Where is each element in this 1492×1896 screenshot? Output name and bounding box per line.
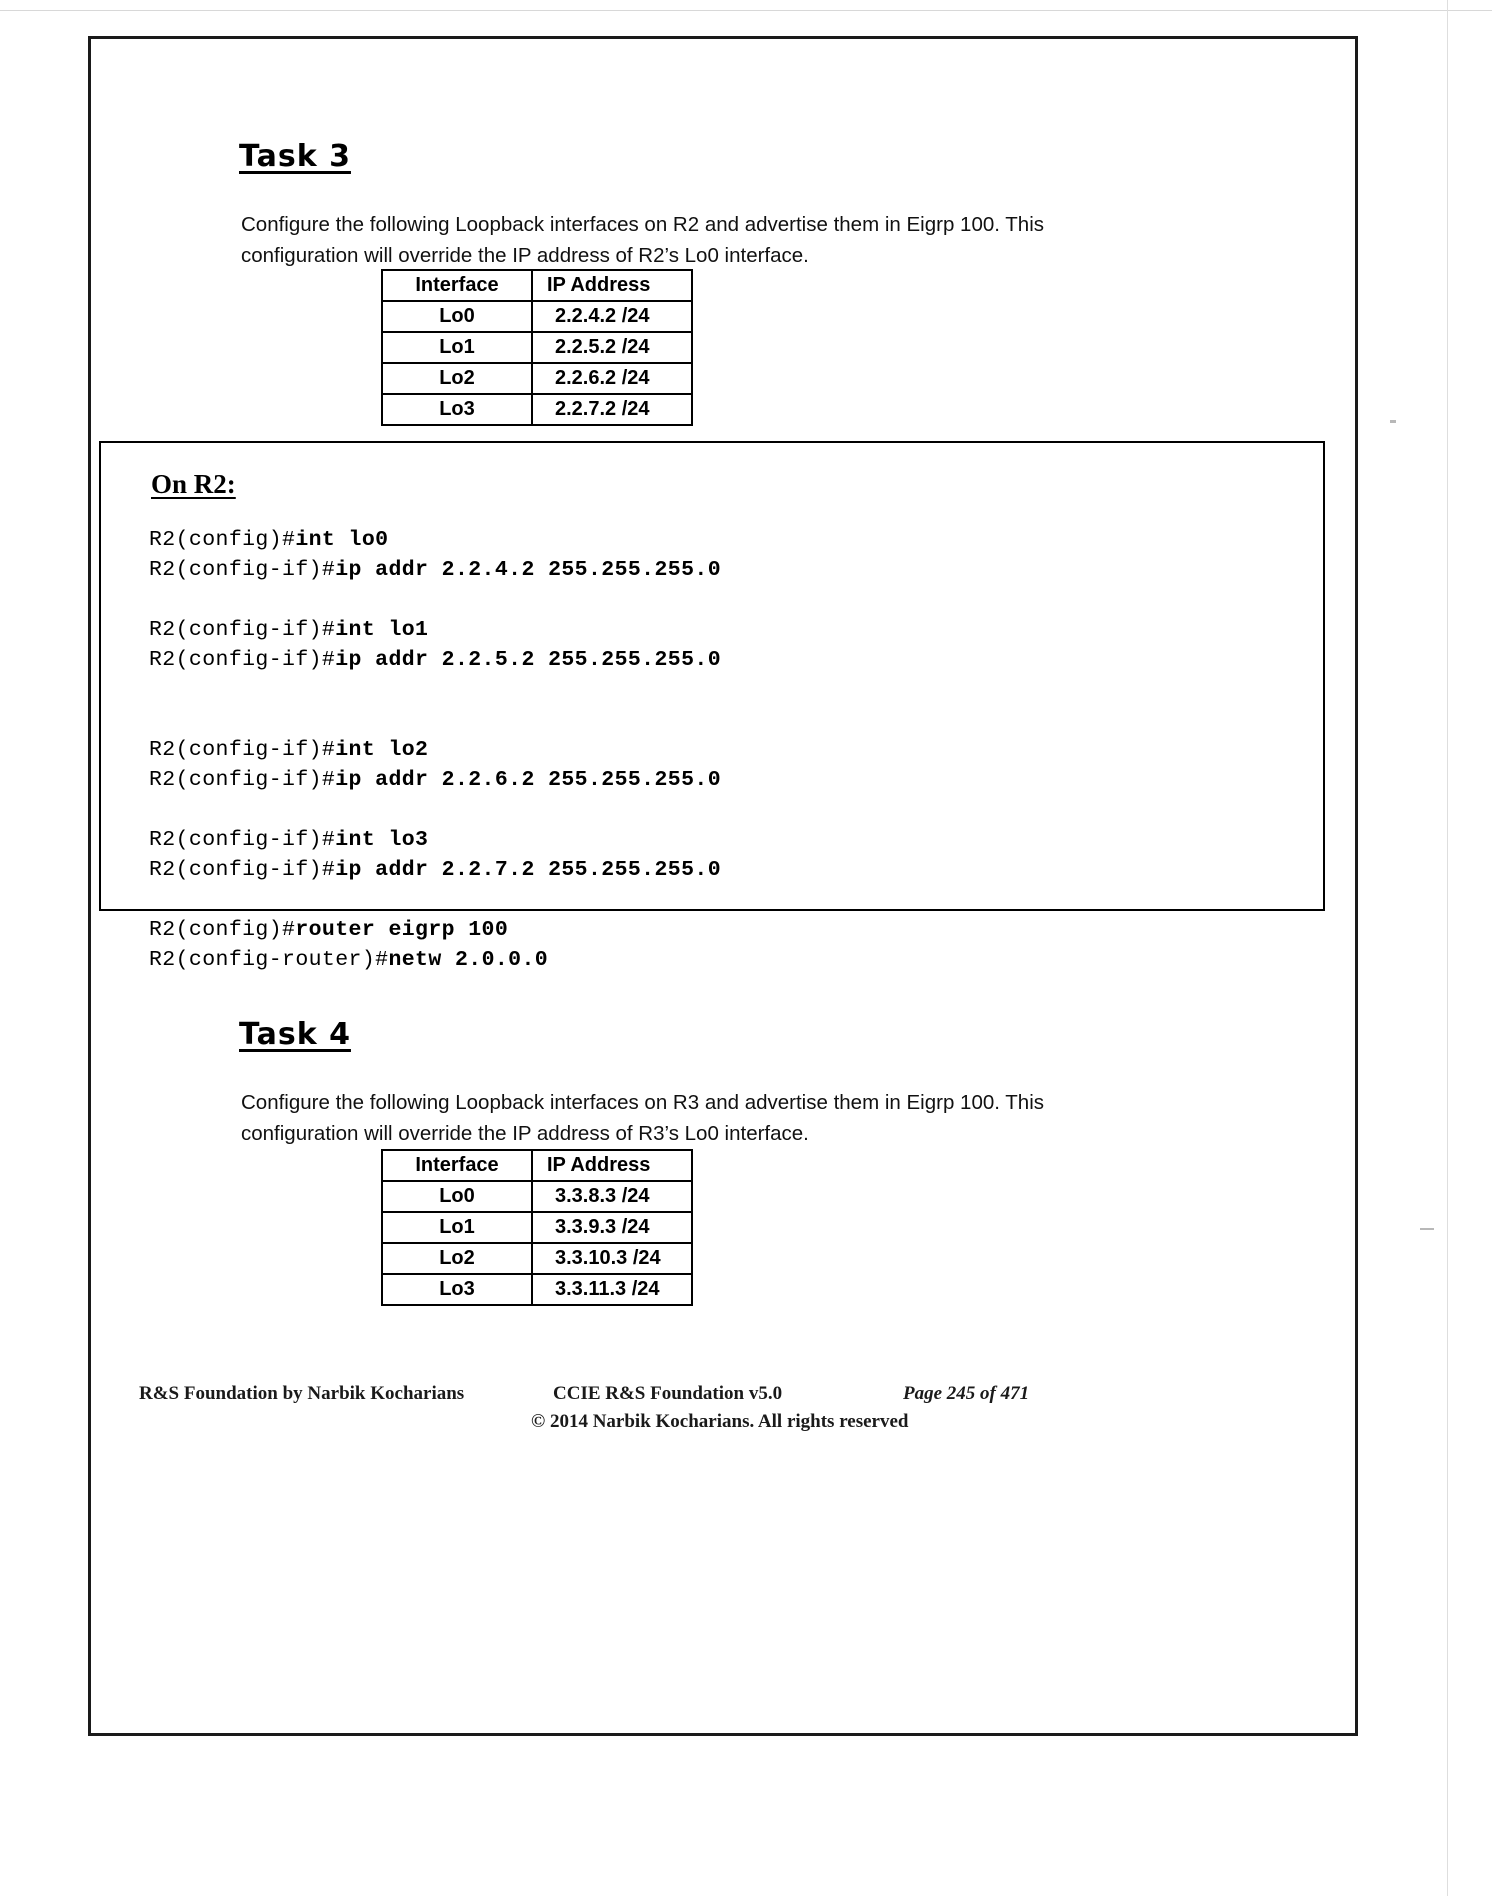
- cli-command: int lo2: [335, 738, 429, 762]
- column-header-interface: Interface: [382, 1150, 532, 1181]
- table-header-row: [382, 270, 692, 301]
- page-border: [88, 36, 1358, 1736]
- cell-ip-address: 2.2.6.2 /24: [532, 363, 692, 394]
- cell-interface: Lo0: [382, 1181, 532, 1212]
- footer-left: R&S Foundation by Narbik Kocharians: [139, 1383, 465, 1404]
- cell-ip-address: 3.3.11.3 /24: [532, 1274, 692, 1305]
- cli-prompt: R2(config-if)#: [149, 618, 336, 642]
- cell-interface: Lo0: [382, 301, 532, 332]
- cli-line: [149, 765, 721, 795]
- cli-line: [149, 885, 721, 915]
- cell-ip-address: 2.2.5.2 /24: [532, 332, 692, 363]
- column-header-ip-address: IP Address: [532, 270, 692, 301]
- table-row: [382, 301, 692, 332]
- config-code-box: [99, 441, 1325, 972]
- cell-interface: Lo3: [382, 1274, 532, 1305]
- cli-line: [149, 855, 721, 885]
- cli-command: netw 2.0.0.0: [388, 948, 549, 972]
- cell-interface: Lo2: [382, 363, 532, 394]
- footer-copyright: © 2014 Narbik Kocharians. All rights reserved: [531, 1411, 909, 1432]
- cli-command: ip addr 2.2.6.2 255.255.255.0: [335, 768, 721, 792]
- task-3-interface-table: [381, 269, 693, 426]
- cli-line: [149, 555, 721, 585]
- cli-prompt: R2(config)#: [149, 528, 296, 552]
- table-row: [382, 363, 692, 394]
- task-3-title: Task 3: [239, 139, 351, 174]
- cli-line: [149, 915, 721, 945]
- footer-page-number: Page 245 of 471: [903, 1383, 1030, 1404]
- cli-command: ip addr 2.2.7.2 255.255.255.0: [335, 858, 721, 882]
- cli-line: [149, 945, 721, 975]
- table-row: [382, 332, 692, 363]
- scan-speck: [1390, 420, 1396, 423]
- cell-ip-address: 2.2.7.2 /24: [532, 394, 692, 425]
- cell-interface: Lo1: [382, 1212, 532, 1243]
- cli-prompt: R2(config-if)#: [149, 738, 336, 762]
- table-row: [382, 1212, 692, 1243]
- cli-command-block: [149, 525, 721, 975]
- cli-line: [149, 645, 721, 675]
- cli-command: int lo3: [335, 828, 429, 852]
- cli-line: [149, 675, 721, 705]
- table-row: [382, 1243, 692, 1274]
- cli-prompt: R2(config-if)#: [149, 648, 336, 672]
- cell-ip-address: 3.3.8.3 /24: [532, 1181, 692, 1212]
- task-4-paragraph: Configure the following Loopback interfaces on R3 and advertise them in Eigrp 100. This configuration will override the IP address of R3’s Lo0 interface.: [241, 1091, 1045, 1145]
- cli-prompt: R2(config-if)#: [149, 858, 336, 882]
- task-3-paragraph: Configure the following Loopback interfaces on R2 and advertise them in Eigrp 100. This configuration will override the IP address of R2’s Lo0 interface.: [241, 213, 1045, 267]
- cli-line: [149, 705, 721, 735]
- cell-ip-address: 3.3.9.3 /24: [532, 1212, 692, 1243]
- column-header-ip-address: IP Address: [532, 1150, 692, 1181]
- cli-command: int lo0: [295, 528, 389, 552]
- scan-speck: [1420, 1228, 1434, 1230]
- cli-line: [149, 585, 721, 615]
- cell-interface: Lo3: [382, 394, 532, 425]
- cli-line: [149, 795, 721, 825]
- cli-prompt: R2(config-router)#: [149, 948, 389, 972]
- config-box-heading: On R2:: [151, 469, 236, 499]
- table-row: [382, 394, 692, 425]
- scan-artifact-top-edge: [0, 10, 1492, 11]
- page-content: [91, 39, 1355, 1733]
- scan-artifact-right-edge: [1447, 0, 1448, 1896]
- cli-prompt: R2(config-if)#: [149, 768, 336, 792]
- cli-line: [149, 615, 721, 645]
- cli-prompt: R2(config-if)#: [149, 558, 336, 582]
- cli-command: int lo1: [335, 618, 429, 642]
- task-4-title: Task 4: [239, 1017, 351, 1052]
- table-row: [382, 1181, 692, 1212]
- cli-line: [149, 525, 721, 555]
- cli-line: [149, 825, 721, 855]
- cell-interface: Lo2: [382, 1243, 532, 1274]
- cli-prompt: R2(config-if)#: [149, 828, 336, 852]
- cli-command: router eigrp 100: [295, 918, 509, 942]
- cli-prompt: R2(config)#: [149, 918, 296, 942]
- cli-line: [149, 735, 721, 765]
- task-4-interface-table: [381, 1149, 693, 1306]
- table-header-row: [382, 1150, 692, 1181]
- cell-ip-address: 3.3.10.3 /24: [532, 1243, 692, 1274]
- cli-command: ip addr 2.2.4.2 255.255.255.0: [335, 558, 721, 582]
- column-header-interface: Interface: [382, 270, 532, 301]
- cli-command: ip addr 2.2.5.2 255.255.255.0: [335, 648, 721, 672]
- cell-interface: Lo1: [382, 332, 532, 363]
- cell-ip-address: 2.2.4.2 /24: [532, 301, 692, 332]
- footer-center: CCIE R&S Foundation v5.0: [553, 1383, 783, 1404]
- table-row: [382, 1274, 692, 1305]
